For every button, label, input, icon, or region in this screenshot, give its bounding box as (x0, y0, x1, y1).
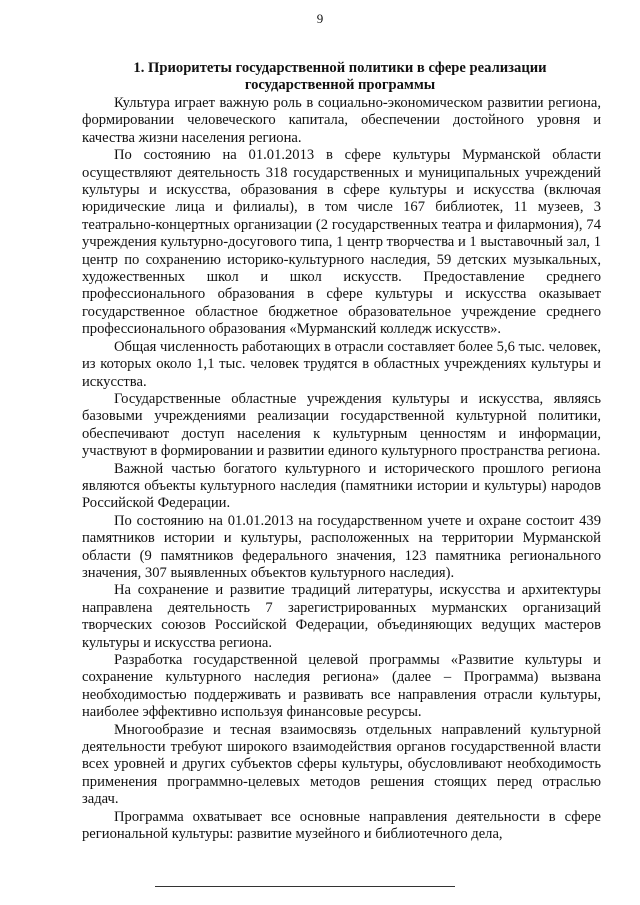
footnote-rule (155, 886, 455, 887)
body-text (82, 95, 601, 843)
section-heading: 1. Приоритеты государственной политики в сфере реализации государственной программы (133, 60, 547, 93)
paragraph-program-development: Разработка государственной целевой программы «Развитие культуры и сохранение культурного наследия региона» (далее – Программа) вызвана необходимостью поддерживать и развивать все направления отрасли культуры, наиболее эффективно используя финансовые ресурсы. (82, 652, 601, 721)
paragraph-workforce: Общая численность работающих в отрасли составляет более 5,6 тыс. человек, из которых около 1,1 тыс. человек трудятся в областных учреждениях культуры и искусства. (82, 338, 601, 390)
paragraph-interaction: Многообразие и тесная взаимосвязь отдельных направлений культурной деятельности требуют широкого взаимодействия органов государственной власти всех уровней и других субъектов сферы культуры, обусловливают необходимость применения программно-целевых методов решения стоящих перед отраслью задач. (82, 721, 601, 808)
paragraph-program-scope: Программа охватывает все основные направления деятельности в сфере региональной культуры: развитие музейного и библиотечного дела, (82, 808, 601, 843)
paragraph-creative-unions: На сохранение и развитие традиций литературы, искусства и архитектуры направлена деятельность 7 зарегистрированных мурманских организаций творческих союзов Российской Федерации, объединяющих ведущих мастеров культуры и искусства региона. (82, 582, 601, 651)
paragraph-regional-institutions: Государственные областные учреждения культуры и искусства, являясь базовыми учреждениями реализации государственной культурной политики, обеспечивают доступ населения к культурным ценностям и информации, участвуют в формировании и развитии единого культурного пространства региона. (82, 390, 601, 460)
paragraph-culture-role: Культура играет важную роль в социально-экономическом развитии региона, формировании человеческого капитала, обеспечении достойного уровня и качества жизни населения региона. (82, 95, 601, 146)
paragraph-cultural-heritage: Важной частью богатого культурного и исторического прошлого региона являются объекты культурного наследия (памятники истории и культуры) народов Российской Федерации. (82, 460, 601, 512)
paragraph-institutions-count: По состоянию на 01.01.2013 в сфере культуры Мурманской области осуществляют деятельность 318 государственных и муниципальных учреждений культуры и искусства, образования в сфере культуры и искусства (включая юридические лица и филиалы), в том числе 167 библиотек, 11 музеев, 3 театрально-концертных организации (2 государственных театра и филармония), 74 учреждения культурно-досугового типа, 1 центр творчества и 1 выставочный зал, 1 центр по сохранению историко-культурного наследия, 59 детских музыкальных, художественных школ и школ искусств. Предоставление среднего профессионального образования в сфере культуры и искусства оказывает государственное областное бюджетное образовательное учреждение среднего профессионального образования «Мурманский колледж искусств». (82, 147, 601, 338)
paragraph-monuments: По состоянию на 01.01.2013 на государственном учете и охране состоит 439 памятников истории и культуры, расположенных на территории Мурманской области (9 памятников федерального значения, 123 памятника регионального значения, 307 выявленных объектов культурного наследия). (82, 512, 601, 581)
page-number: 9 (316, 11, 324, 26)
